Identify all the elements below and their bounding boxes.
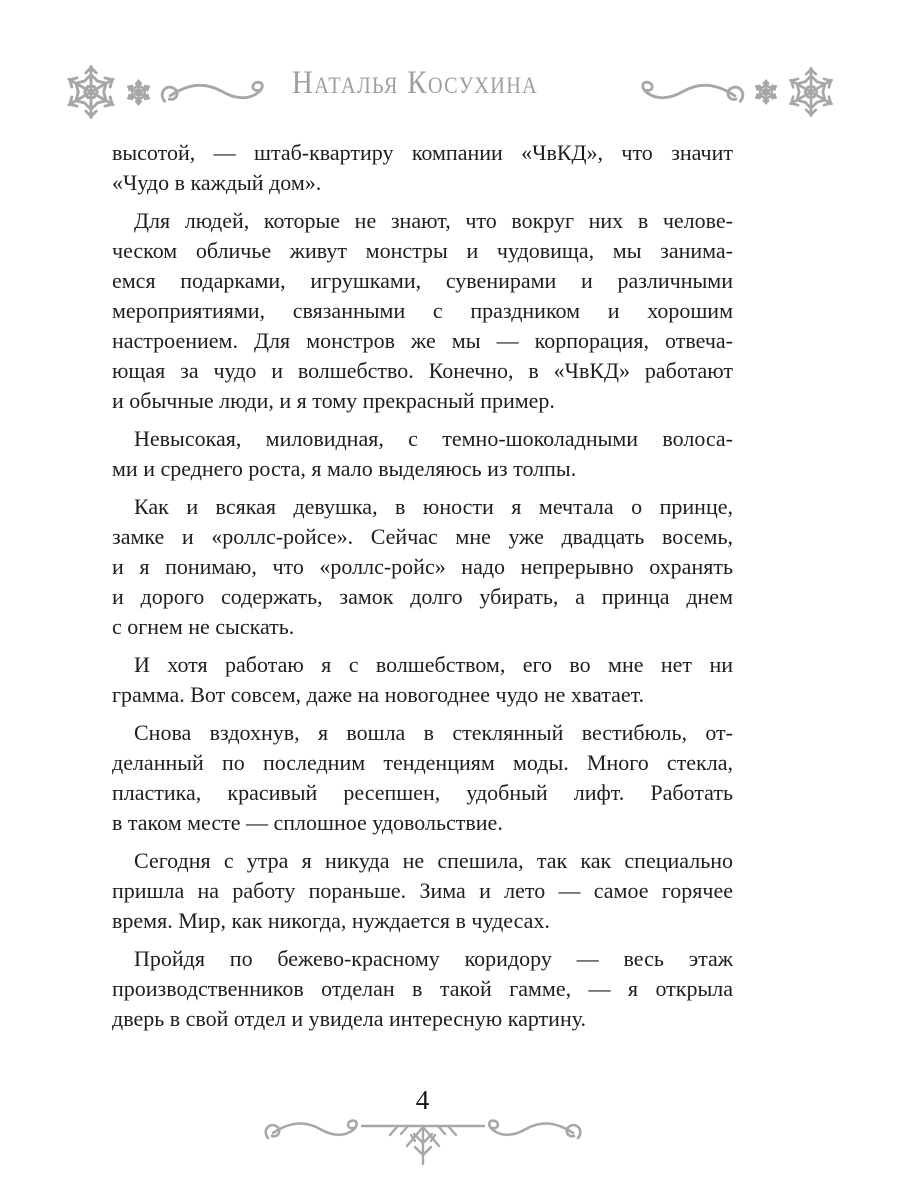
footer-ornament [112, 1118, 733, 1168]
flourish-swirl-icon [157, 80, 267, 105]
text-line: высотой, — штаб-квартиру компании «ЧвКД», что значит [112, 140, 733, 165]
paragraph [112, 138, 733, 198]
text-line: ющая за чудо и волшебство. Конечно, в «ЧвКД» работают [112, 358, 733, 383]
text-line: емся подарками, игрушками, сувенирами и различными [112, 268, 733, 293]
half-snowflake-icon [361, 1118, 485, 1168]
snowflake-small-icon [125, 79, 152, 106]
text-line: Сегодня с утра я никуда не спешила, так как специально [134, 848, 733, 873]
text-line: и обычные люди, и я тому прекрасный пример. [112, 388, 555, 413]
paragraph [112, 718, 733, 838]
text-line: дверь в свой отдел и увидела интересную картину. [112, 1006, 587, 1031]
text-line: «Чудо в каждый дом». [112, 170, 322, 195]
page-number: 4 [415, 1085, 430, 1115]
flourish-swirl-icon [261, 1119, 361, 1141]
paragraph [112, 206, 733, 416]
paragraph [112, 492, 733, 642]
text-line: ми и среднего роста, я мало выделяюсь из толпы. [112, 456, 577, 481]
text-line: Невысокая, миловидная, с темно-шоколадными волоса- [134, 426, 733, 451]
text-line: и дорого содержать, замок долго убирать, а принца днем [112, 584, 733, 609]
flourish-swirl-icon [638, 80, 748, 105]
text-line: замке и «роллс-ройсе». Сейчас мне уже двадцать восемь, [112, 524, 733, 549]
text-line: деланный по последним тенденциям моды. Много стекла, [112, 750, 733, 775]
page-body-text [112, 138, 733, 1034]
text-line: производственников отделан в такой гамме, — я открыла [112, 976, 733, 1001]
text-line: И хотя работаю я с волшебством, его во мне нет ни [134, 652, 733, 677]
text-line: Для людей, которые не знают, что вокруг них в челове- [134, 208, 733, 233]
header-ornament-right [638, 58, 838, 126]
text-line: время. Мир, как никогда, нуждается в чудесах. [112, 908, 550, 933]
paragraph [112, 846, 733, 936]
text-line: и я понимаю, что «роллс-ройс» надо непрерывно охранять [112, 554, 733, 579]
header-ornament-left [62, 58, 267, 126]
text-line: в таком месте — сплошное удовольствие. [112, 810, 503, 835]
snowflake-large-icon [62, 63, 120, 121]
text-line: настроением. Для монстров же мы — корпорация, отвеча- [112, 328, 733, 353]
text-line: с огнем не сыскать. [112, 614, 295, 639]
text-line: Снова вздохнув, я вошла в стеклянный вестибюль, от- [134, 720, 733, 745]
text-line: грамма. Вот совсем, даже на новогоднее чудо не хватает. [112, 682, 645, 707]
paragraph [112, 650, 733, 710]
snowflake-large-icon [784, 65, 838, 119]
paragraph [112, 944, 733, 1034]
paragraph [112, 424, 733, 484]
text-line: Как и всякая девушка, в юности я мечтала о принце, [134, 494, 733, 519]
text-line: Пройдя по бежево-красному коридору — весь этаж [134, 946, 733, 971]
text-line: пришла на работу пораньше. Зима и лето — самое горячее [112, 878, 733, 903]
text-line: ческом обличье живут монстры и чудовища, мы занима- [112, 238, 733, 263]
flourish-swirl-icon [485, 1119, 585, 1141]
text-line: мероприятиями, связанными с праздником и хорошим [112, 298, 733, 323]
running-head-author: Наталья Косухина [291, 65, 539, 101]
snowflake-small-icon [753, 79, 779, 105]
text-line: пластика, красивый ресепшен, удобный лифт. Работать [112, 780, 733, 805]
